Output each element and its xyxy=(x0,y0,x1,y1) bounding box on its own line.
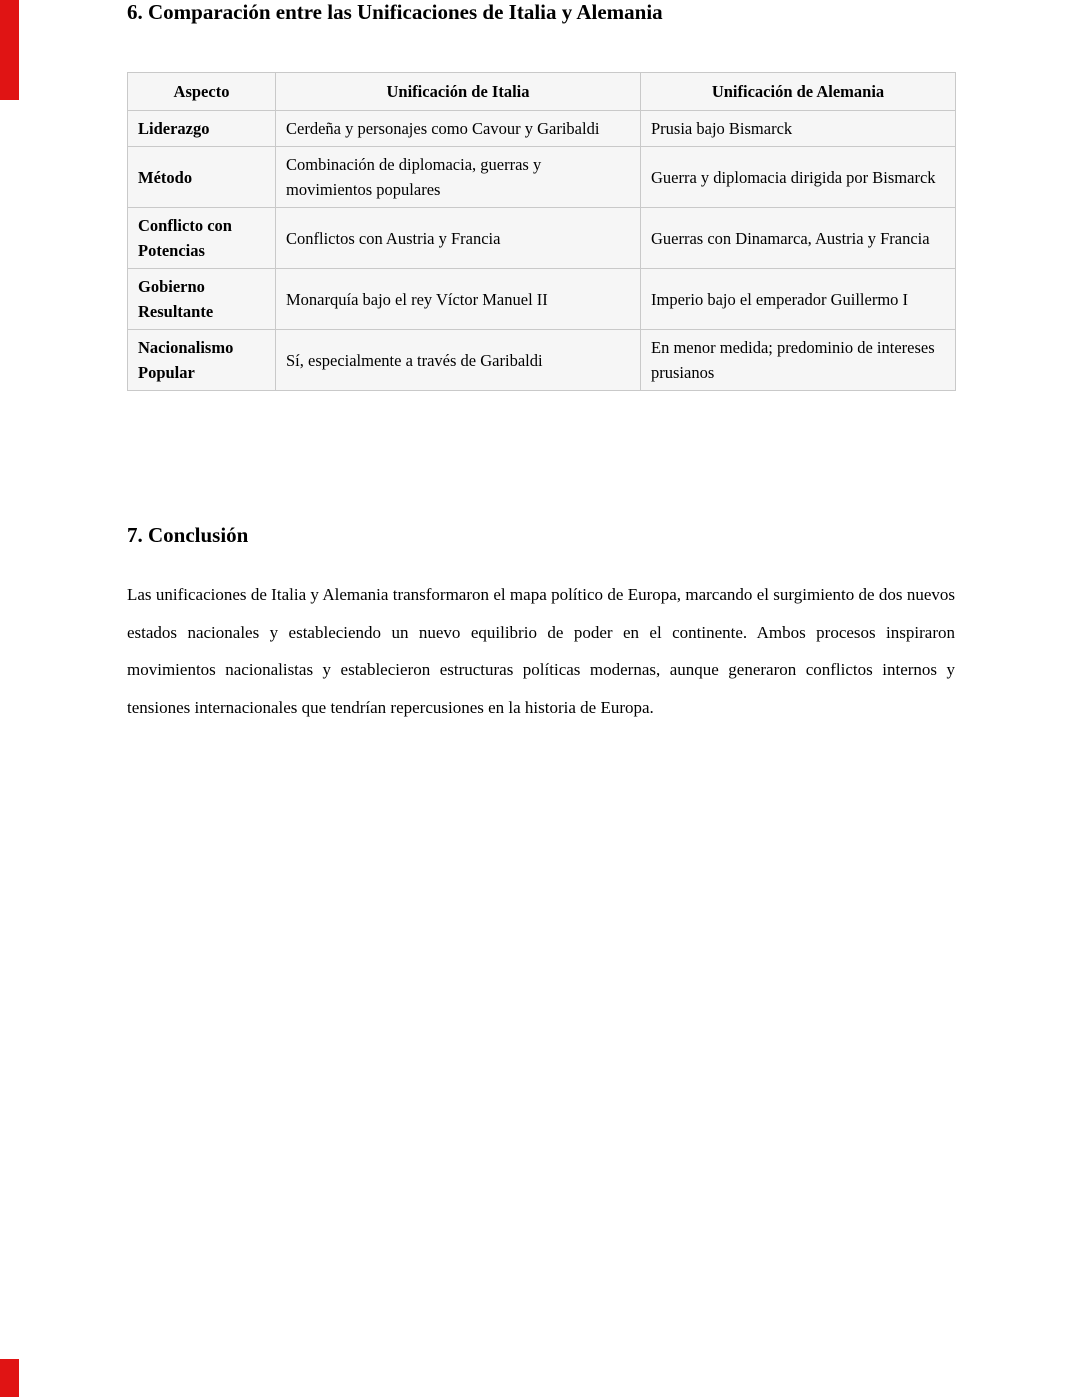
page-edge-red-bar-top xyxy=(0,0,19,100)
cell-italia: Monarquía bajo el rey Víctor Manuel II xyxy=(276,269,641,330)
cell-italia: Conflictos con Austria y Francia xyxy=(276,208,641,269)
cell-italia: Cerdeña y personajes como Cavour y Garibaldi xyxy=(276,111,641,147)
table-row xyxy=(128,111,956,147)
cell-alemania: Prusia bajo Bismarck xyxy=(641,111,956,147)
section-6-heading: 6. Comparación entre las Unificaciones de Italia y Alemania xyxy=(127,0,663,24)
cell-aspect: Método xyxy=(128,147,276,208)
section-7-heading: 7. Conclusión xyxy=(127,523,249,547)
table-row xyxy=(128,269,956,330)
cell-alemania: Guerra y diplomacia dirigida por Bismarck xyxy=(641,147,956,208)
conclusion-paragraph: Las unificaciones de Italia y Alemania transformaron el mapa político de Europa, marcando el surgimiento de dos nuevos estados nacionales y estableciendo un nuevo equilibrio de poder en el continente. Ambos procesos inspiraron movimientos nacionalistas y establecieron estructuras políticas modernas, aunque generaron conflictos internos y tensiones internacionales que tendrían repercusiones en la historia de Europa. xyxy=(127,585,955,717)
cell-aspect: Gobierno Resultante xyxy=(128,269,276,330)
column-header-alemania: Unificación de Alemania xyxy=(641,73,956,111)
page-edge-red-bar-bottom xyxy=(0,1359,19,1397)
cell-alemania: En menor medida; predominio de intereses prusianos xyxy=(641,330,956,391)
cell-aspect: Liderazgo xyxy=(128,111,276,147)
cell-alemania: Guerras con Dinamarca, Austria y Francia xyxy=(641,208,956,269)
table-row xyxy=(128,208,956,269)
cell-italia: Combinación de diplomacia, guerras y movimientos populares xyxy=(276,147,641,208)
table-row xyxy=(128,147,956,208)
cell-aspect: Conflicto con Potencias xyxy=(128,208,276,269)
section-gap xyxy=(127,391,955,523)
cell-alemania: Imperio bajo el emperador Guillermo I xyxy=(641,269,956,330)
table-row xyxy=(128,330,956,391)
document-page xyxy=(127,0,955,726)
column-header-aspecto: Aspecto xyxy=(128,73,276,111)
column-header-italia: Unificación de Italia xyxy=(276,73,641,111)
table-header-row xyxy=(128,73,956,111)
comparison-table xyxy=(127,72,956,391)
cell-italia: Sí, especialmente a través de Garibaldi xyxy=(276,330,641,391)
cell-aspect: Nacionalismo Popular xyxy=(128,330,276,391)
